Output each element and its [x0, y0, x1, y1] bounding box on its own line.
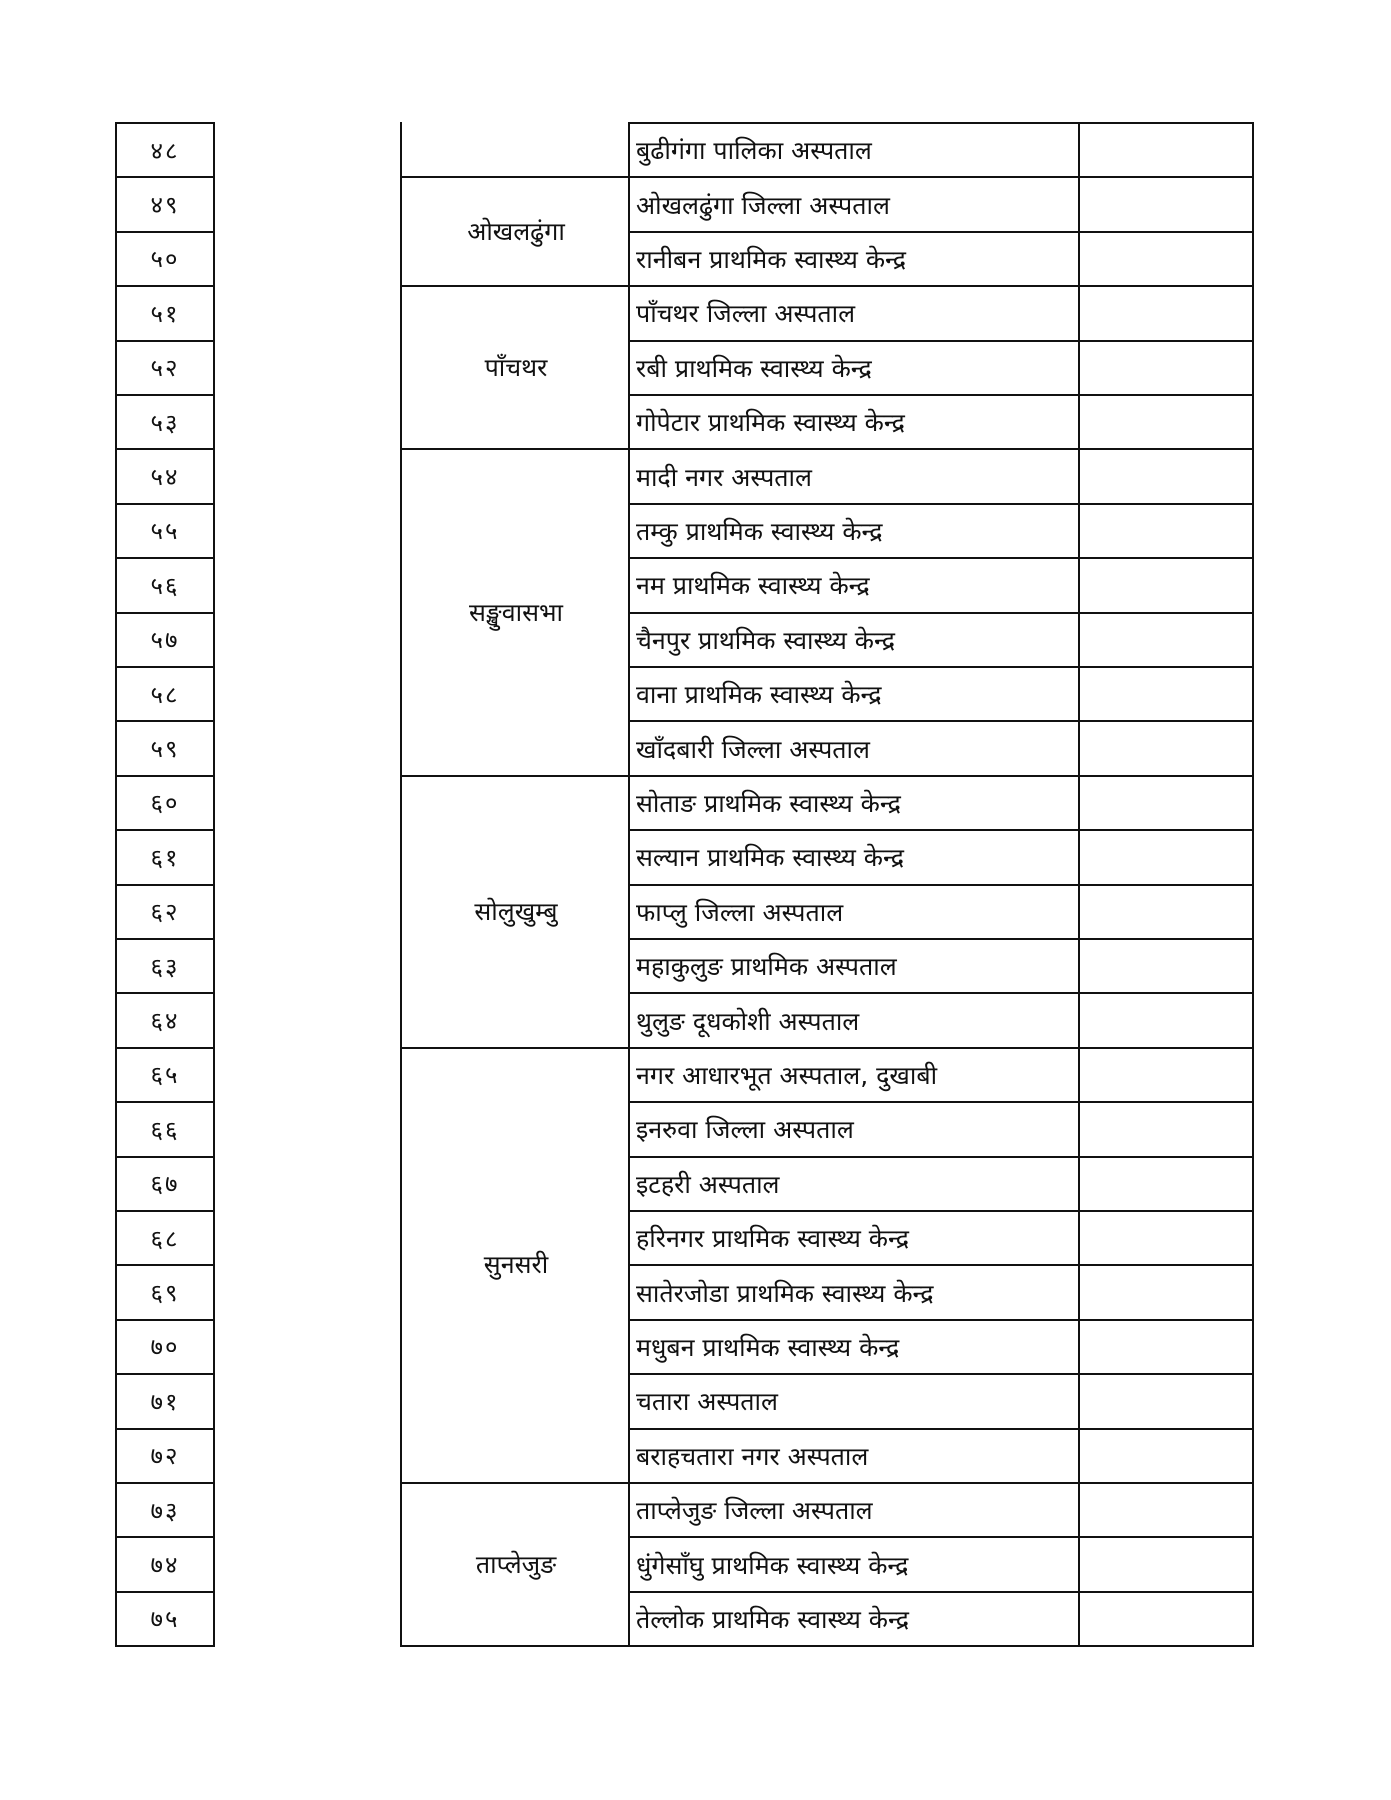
- district-cell: पाँचथर: [400, 285, 630, 450]
- table-row: [628, 394, 1254, 450]
- serial-number-cell: ५८: [115, 666, 215, 722]
- hospital-name-cell: इटहरी अस्पताल: [630, 1158, 1080, 1210]
- blank-cell: [1080, 1158, 1252, 1210]
- table-row: [628, 938, 1254, 994]
- serial-number-cell: ६८: [115, 1210, 215, 1266]
- blank-cell: [1080, 614, 1252, 666]
- hospital-name-cell: ओखलढुंगा जिल्ला अस्पताल: [630, 178, 1080, 230]
- table-row: [628, 557, 1254, 613]
- serial-number-cell: ७१: [115, 1373, 215, 1429]
- serial-number-cell: ७३: [115, 1482, 215, 1538]
- blank-cell: [1080, 124, 1252, 176]
- blank-cell: [1080, 1049, 1252, 1101]
- hospital-name-cell: मादी नगर अस्पताल: [630, 450, 1080, 502]
- table-row: [628, 340, 1254, 396]
- table-row: [628, 720, 1254, 776]
- serial-number-cell: ७२: [115, 1428, 215, 1484]
- serial-number-cell: ७५: [115, 1591, 215, 1647]
- hospital-name-cell: मधुबन प्राथमिक स्वास्थ्य केन्द्र: [630, 1321, 1080, 1373]
- serial-number-cell: ७४: [115, 1536, 215, 1592]
- blank-cell: [1080, 233, 1252, 285]
- serial-number-cell: ५९: [115, 720, 215, 776]
- hospital-name-cell: सातेरजोडा प्राथमिक स्वास्थ्य केन्द्र: [630, 1266, 1080, 1318]
- hospital-name-cell: महाकुलुङ प्राथमिक अस्पताल: [630, 940, 1080, 992]
- table-row: [628, 503, 1254, 559]
- table-row: [628, 1536, 1254, 1592]
- district-cell: ताप्लेजुङ: [400, 1482, 630, 1647]
- serial-number-cell: ५६: [115, 557, 215, 613]
- hospital-name-cell: नगर आधारभूत अस्पताल, दुखाबी: [630, 1049, 1080, 1101]
- hospital-name-cell: धुंगेसाँघु प्राथमिक स्वास्थ्य केन्द्र: [630, 1538, 1080, 1590]
- serial-number-cell: ४९: [115, 176, 215, 232]
- table-row: [628, 1428, 1254, 1484]
- table-row: [628, 1319, 1254, 1375]
- district-cell: [400, 122, 630, 178]
- table-row: [628, 992, 1254, 1048]
- table-row: [628, 231, 1254, 287]
- serial-number-cell: ५७: [115, 612, 215, 668]
- district-cell: सोलुखुम्बु: [400, 775, 630, 1049]
- hospital-name-cell: चतारा अस्पताल: [630, 1375, 1080, 1427]
- blank-cell: [1080, 1266, 1252, 1318]
- blank-cell: [1080, 886, 1252, 938]
- hospital-name-cell: फाप्लु जिल्ला अस्पताल: [630, 886, 1080, 938]
- blank-cell: [1080, 994, 1252, 1046]
- serial-number-cell: ५२: [115, 340, 215, 396]
- blank-cell: [1080, 940, 1252, 992]
- hospital-name-cell: नम प्राथमिक स्वास्थ्य केन्द्र: [630, 559, 1080, 611]
- serial-number-cell: ६२: [115, 884, 215, 940]
- hospital-name-cell: तम्कु प्राथमिक स्वास्थ्य केन्द्र: [630, 505, 1080, 557]
- hospital-name-cell: सल्यान प्राथमिक स्वास्थ्य केन्द्र: [630, 831, 1080, 883]
- serial-number-cell: ६९: [115, 1264, 215, 1320]
- serial-number-cell: ५०: [115, 231, 215, 287]
- district-cell: सङ्खुवासभा: [400, 448, 630, 776]
- blank-cell: [1080, 450, 1252, 502]
- hospital-name-cell: बराहचतारा नगर अस्पताल: [630, 1430, 1080, 1482]
- hospital-name-cell: गोपेटार प्राथमिक स्वास्थ्य केन्द्र: [630, 396, 1080, 448]
- district-cell: ओखलढुंगा: [400, 176, 630, 287]
- table-row: [628, 1156, 1254, 1212]
- serial-number-cell: ४८: [115, 122, 215, 178]
- table-row: [628, 1482, 1254, 1538]
- hospital-name-cell: सोताङ प्राथमिक स्वास्थ्य केन्द्र: [630, 777, 1080, 829]
- table-row: [628, 666, 1254, 722]
- serial-number-cell: ६१: [115, 829, 215, 885]
- blank-cell: [1080, 1375, 1252, 1427]
- hospital-name-cell: हरिनगर प्राथमिक स्वास्थ्य केन्द्र: [630, 1212, 1080, 1264]
- blank-cell: [1080, 831, 1252, 883]
- table-row: [628, 1591, 1254, 1647]
- blank-cell: [1080, 722, 1252, 774]
- table-row: [628, 285, 1254, 341]
- serial-number-cell: ६६: [115, 1101, 215, 1157]
- table-row: [628, 176, 1254, 232]
- table-row: [628, 1264, 1254, 1320]
- blank-cell: [1080, 1538, 1252, 1590]
- table-row: [628, 1047, 1254, 1103]
- table-row: [628, 1210, 1254, 1266]
- table-row: [628, 884, 1254, 940]
- blank-cell: [1080, 1484, 1252, 1536]
- blank-cell: [1080, 505, 1252, 557]
- blank-cell: [1080, 178, 1252, 230]
- blank-cell: [1080, 1593, 1252, 1645]
- serial-number-cell: ६४: [115, 992, 215, 1048]
- serial-number-cell: ६५: [115, 1047, 215, 1103]
- hospital-name-cell: रबी प्राथमिक स्वास्थ्य केन्द्र: [630, 342, 1080, 394]
- blank-cell: [1080, 396, 1252, 448]
- blank-cell: [1080, 1430, 1252, 1482]
- hospital-name-cell: बुढीगंगा पालिका अस्पताल: [630, 124, 1080, 176]
- hospital-name-cell: थुलुङ दूधकोशी अस्पताल: [630, 994, 1080, 1046]
- hospital-name-cell: पाँचथर जिल्ला अस्पताल: [630, 287, 1080, 339]
- table-row: [628, 448, 1254, 504]
- blank-cell: [1080, 1212, 1252, 1264]
- district-cell: सुनसरी: [400, 1047, 630, 1484]
- serial-number-cell: ५४: [115, 448, 215, 504]
- hospital-name-cell: चैनपुर प्राथमिक स्वास्थ्य केन्द्र: [630, 614, 1080, 666]
- blank-cell: [1080, 287, 1252, 339]
- table-row: [628, 612, 1254, 668]
- serial-number-cell: ६३: [115, 938, 215, 994]
- blank-cell: [1080, 342, 1252, 394]
- blank-cell: [1080, 559, 1252, 611]
- hospital-name-cell: रानीबन प्राथमिक स्वास्थ्य केन्द्र: [630, 233, 1080, 285]
- hospital-name-cell: खाँदबारी जिल्ला अस्पताल: [630, 722, 1080, 774]
- hospital-name-cell: वाना प्राथमिक स्वास्थ्य केन्द्र: [630, 668, 1080, 720]
- serial-number-cell: ५५: [115, 503, 215, 559]
- table-row: [628, 1101, 1254, 1157]
- hospital-name-cell: ताप्लेजुङ जिल्ला अस्पताल: [630, 1484, 1080, 1536]
- table-row: [628, 122, 1254, 178]
- serial-number-cell: ५३: [115, 394, 215, 450]
- serial-number-cell: ६७: [115, 1156, 215, 1212]
- blank-cell: [1080, 777, 1252, 829]
- hospital-name-cell: इनरुवा जिल्ला अस्पताल: [630, 1103, 1080, 1155]
- serial-number-cell: ५१: [115, 285, 215, 341]
- table-row: [628, 1373, 1254, 1429]
- serial-number-cell: ७०: [115, 1319, 215, 1375]
- table-row: [628, 829, 1254, 885]
- serial-number-cell: ६०: [115, 775, 215, 831]
- blank-cell: [1080, 668, 1252, 720]
- blank-cell: [1080, 1321, 1252, 1373]
- table-row: [628, 775, 1254, 831]
- hospital-name-cell: तेल्लोक प्राथमिक स्वास्थ्य केन्द्र: [630, 1593, 1080, 1645]
- blank-cell: [1080, 1103, 1252, 1155]
